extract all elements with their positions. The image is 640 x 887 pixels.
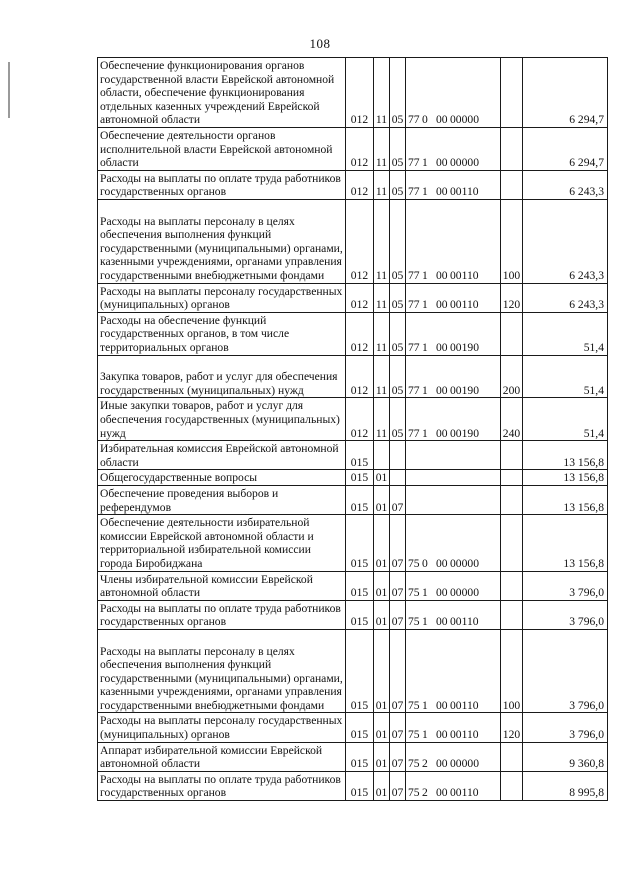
expense-type-cell	[501, 571, 523, 600]
target-article-part: 00110	[450, 786, 479, 800]
target-article-code	[408, 384, 496, 398]
expense-type-cell	[501, 58, 523, 128]
section-code-cell: 11	[374, 199, 390, 283]
row-name-cell: Обеспечение деятельности органов исполнительной власти Еврейской автономной области	[98, 128, 346, 171]
section-code-cell: 01	[374, 485, 390, 514]
section-code-cell: 11	[374, 128, 390, 171]
target-article-part: 77	[408, 268, 420, 282]
target-article-cell	[406, 128, 501, 171]
target-article-cell	[406, 441, 501, 470]
expense-type-cell	[501, 470, 523, 486]
target-article-code	[408, 185, 496, 199]
ministry-code-cell: 015	[346, 470, 374, 486]
target-article-part: 00	[436, 156, 448, 170]
row-name-cell: Закупка товаров, работ и услуг для обеспечения государственных (муниципальных) нужд	[98, 355, 346, 398]
row-name-cell: Члены избирательной комиссии Еврейской автономной области	[98, 571, 346, 600]
expense-type-cell	[501, 128, 523, 171]
target-article-part: 77	[408, 185, 420, 199]
target-article-part: 2	[422, 786, 428, 800]
amount-cell: 51,4	[523, 398, 608, 441]
expense-type-cell: 100	[501, 199, 523, 283]
amount-cell: 3 796,0	[523, 713, 608, 742]
target-article-part: 1	[422, 383, 428, 397]
ministry-code-cell: 015	[346, 485, 374, 514]
amount-cell: 9 360,8	[523, 742, 608, 771]
target-article-code	[408, 557, 496, 571]
table-row	[98, 600, 608, 629]
table-row	[98, 283, 608, 312]
amount-cell: 13 156,8	[523, 441, 608, 470]
expense-type-cell	[501, 170, 523, 199]
target-article-part: 1	[422, 698, 428, 712]
subsection-code-cell: 07	[390, 771, 406, 800]
expense-type-cell: 120	[501, 283, 523, 312]
target-article-part: 00190	[450, 383, 479, 397]
table-row	[98, 629, 608, 713]
scan-margin-mark	[8, 62, 10, 118]
subsection-code-cell	[390, 470, 406, 486]
target-article-cell	[406, 571, 501, 600]
subsection-code-cell: 07	[390, 571, 406, 600]
target-article-part: 0	[422, 113, 428, 127]
amount-cell: 3 796,0	[523, 600, 608, 629]
target-article-part: 00	[436, 426, 448, 440]
target-article-code	[408, 757, 496, 771]
expense-type-cell: 200	[501, 355, 523, 398]
row-name-cell: Расходы на обеспечение функций государственных органов, в том числе территориальных органов	[98, 312, 346, 355]
ministry-code-cell: 015	[346, 600, 374, 629]
expense-type-cell	[501, 600, 523, 629]
target-article-part: 75	[408, 757, 420, 771]
target-article-part: 00	[436, 728, 448, 742]
ministry-code-cell: 012	[346, 355, 374, 398]
ministry-code-cell: 015	[346, 441, 374, 470]
row-name-cell: Иные закупки товаров, работ и услуг для обеспечения государственных (муниципальных) нужд	[98, 398, 346, 441]
target-article-part: 1	[422, 728, 428, 742]
section-code-cell: 11	[374, 283, 390, 312]
budget-table-body	[98, 58, 608, 801]
target-article-part: 0	[422, 556, 428, 570]
row-name-cell: Обеспечение деятельности избирательной комиссии Еврейской автономной области и территориальной избирательной комиссии города Биробиджана	[98, 515, 346, 571]
amount-cell: 51,4	[523, 312, 608, 355]
target-article-part: 00	[436, 586, 448, 600]
section-code-cell: 01	[374, 629, 390, 713]
amount-cell: 13 156,8	[523, 470, 608, 486]
section-code-cell: 01	[374, 470, 390, 486]
ministry-code-cell: 015	[346, 571, 374, 600]
row-name-cell: Расходы на выплаты персоналу в целях обеспечения выполнения функций государственными (муниципальными) органами, казенными учреждениями, органами управления государственными внебюджетными фондами	[98, 629, 346, 713]
amount-cell: 3 796,0	[523, 629, 608, 713]
target-article-code	[408, 786, 496, 800]
section-code-cell: 11	[374, 170, 390, 199]
amount-cell: 13 156,8	[523, 485, 608, 514]
target-article-part: 77	[408, 383, 420, 397]
target-article-part: 1	[422, 340, 428, 354]
target-article-code	[408, 298, 496, 312]
target-article-part: 00110	[450, 615, 479, 629]
ministry-code-cell: 012	[346, 283, 374, 312]
target-article-part: 00	[436, 698, 448, 712]
table-row	[98, 441, 608, 470]
row-name-cell: Избирательная комиссия Еврейской автономной области	[98, 441, 346, 470]
expense-type-cell: 100	[501, 629, 523, 713]
target-article-part: 00	[436, 615, 448, 629]
ministry-code-cell: 012	[346, 199, 374, 283]
table-row	[98, 771, 608, 800]
target-article-part: 00000	[450, 586, 479, 600]
table-row	[98, 128, 608, 171]
target-article-part: 1	[422, 615, 428, 629]
section-code-cell: 01	[374, 571, 390, 600]
table-row	[98, 571, 608, 600]
target-article-part: 00	[436, 786, 448, 800]
section-code-cell: 11	[374, 355, 390, 398]
table-row	[98, 355, 608, 398]
amount-cell: 6 243,3	[523, 199, 608, 283]
row-name-cell: Расходы на выплаты по оплате труда работников государственных органов	[98, 170, 346, 199]
row-name-cell: Расходы на выплаты персоналу государственных (муниципальных) органов	[98, 713, 346, 742]
target-article-part: 2	[422, 757, 428, 771]
amount-cell: 3 796,0	[523, 571, 608, 600]
table-row	[98, 58, 608, 128]
section-code-cell: 11	[374, 312, 390, 355]
target-article-part: 00000	[450, 156, 479, 170]
target-article-part: 1	[422, 268, 428, 282]
target-article-part: 00	[436, 556, 448, 570]
subsection-code-cell: 05	[390, 312, 406, 355]
section-code-cell: 11	[374, 398, 390, 441]
table-row	[98, 470, 608, 486]
row-name-cell: Расходы на выплаты персоналу государственных (муниципальных) органов	[98, 283, 346, 312]
target-article-part: 00	[436, 113, 448, 127]
amount-cell: 13 156,8	[523, 515, 608, 571]
table-row	[98, 713, 608, 742]
expense-type-cell	[501, 312, 523, 355]
row-name-cell: Обеспечение проведения выборов и референдумов	[98, 485, 346, 514]
target-article-cell	[406, 515, 501, 571]
ministry-code-cell: 012	[346, 170, 374, 199]
target-article-part: 00	[436, 268, 448, 282]
ministry-code-cell: 015	[346, 771, 374, 800]
subsection-code-cell: 07	[390, 515, 406, 571]
subsection-code-cell: 07	[390, 713, 406, 742]
row-name-cell: Обеспечение функционирования органов государственной власти Еврейской автономной области, обеспечение функционирования отдельных казенных учреждений Еврейской автономной области	[98, 58, 346, 128]
target-article-code	[408, 269, 496, 283]
target-article-part: 00	[436, 383, 448, 397]
target-article-part: 00110	[450, 728, 479, 742]
target-article-part: 77	[408, 298, 420, 312]
subsection-code-cell: 05	[390, 283, 406, 312]
target-article-code	[408, 156, 496, 170]
target-article-part: 75	[408, 786, 420, 800]
subsection-code-cell: 07	[390, 742, 406, 771]
target-article-cell	[406, 58, 501, 128]
expense-type-cell	[501, 515, 523, 571]
ministry-code-cell: 015	[346, 515, 374, 571]
ministry-code-cell: 015	[346, 629, 374, 713]
section-code-cell: 01	[374, 742, 390, 771]
target-article-part: 00	[436, 757, 448, 771]
target-article-code	[408, 699, 496, 713]
budget-table	[97, 57, 608, 801]
target-article-cell	[406, 170, 501, 199]
section-code-cell	[374, 441, 390, 470]
target-article-part: 77	[408, 113, 420, 127]
target-article-code	[408, 113, 496, 127]
subsection-code-cell: 05	[390, 398, 406, 441]
table-row	[98, 170, 608, 199]
target-article-code	[408, 341, 496, 355]
target-article-part: 00190	[450, 426, 479, 440]
section-code-cell: 01	[374, 515, 390, 571]
amount-cell: 6 243,3	[523, 283, 608, 312]
table-row	[98, 515, 608, 571]
ministry-code-cell: 012	[346, 58, 374, 128]
target-article-cell	[406, 771, 501, 800]
target-article-part: 1	[422, 298, 428, 312]
target-article-part: 00110	[450, 298, 479, 312]
target-article-part: 77	[408, 340, 420, 354]
target-article-code	[408, 615, 496, 629]
section-code-cell: 11	[374, 58, 390, 128]
target-article-cell	[406, 398, 501, 441]
target-article-part: 00110	[450, 268, 479, 282]
target-article-part: 1	[422, 426, 428, 440]
target-article-part: 77	[408, 156, 420, 170]
row-name-cell: Расходы на выплаты по оплате труда работников государственных органов	[98, 771, 346, 800]
target-article-part: 75	[408, 556, 420, 570]
section-code-cell: 01	[374, 713, 390, 742]
expense-type-cell	[501, 441, 523, 470]
page-number: 108	[309, 36, 331, 51]
ministry-code-cell: 012	[346, 398, 374, 441]
ministry-code-cell: 015	[346, 742, 374, 771]
ministry-code-cell: 012	[346, 312, 374, 355]
target-article-part: 1	[422, 156, 428, 170]
subsection-code-cell: 05	[390, 128, 406, 171]
target-article-cell	[406, 742, 501, 771]
amount-cell: 8 995,8	[523, 771, 608, 800]
target-article-cell	[406, 600, 501, 629]
target-article-part: 1	[422, 185, 428, 199]
row-name-cell: Общегосударственные вопросы	[98, 470, 346, 486]
target-article-part: 00190	[450, 340, 479, 354]
target-article-part: 00110	[450, 698, 479, 712]
table-row	[98, 742, 608, 771]
section-code-cell: 01	[374, 771, 390, 800]
ministry-code-cell: 012	[346, 128, 374, 171]
subsection-code-cell: 05	[390, 170, 406, 199]
target-article-code	[408, 586, 496, 600]
subsection-code-cell: 07	[390, 600, 406, 629]
target-article-cell	[406, 629, 501, 713]
subsection-code-cell: 07	[390, 629, 406, 713]
target-article-part: 1	[422, 586, 428, 600]
target-article-part: 00000	[450, 757, 479, 771]
amount-cell: 51,4	[523, 355, 608, 398]
target-article-part: 00	[436, 340, 448, 354]
row-name-cell: Расходы на выплаты по оплате труда работников государственных органов	[98, 600, 346, 629]
target-article-part: 00000	[450, 556, 479, 570]
target-article-cell	[406, 485, 501, 514]
table-row	[98, 312, 608, 355]
table-row	[98, 485, 608, 514]
row-name-cell: Расходы на выплаты персоналу в целях обеспечения выполнения функций государственными (муниципальными) органами, казенными учреждениями, органами управления государственными внебюджетными фондами	[98, 199, 346, 283]
target-article-part: 00	[436, 298, 448, 312]
target-article-cell	[406, 283, 501, 312]
amount-cell: 6 294,7	[523, 58, 608, 128]
target-article-code	[408, 427, 496, 441]
expense-type-cell	[501, 771, 523, 800]
subsection-code-cell: 05	[390, 199, 406, 283]
ministry-code-cell: 015	[346, 713, 374, 742]
target-article-part: 75	[408, 586, 420, 600]
expense-type-cell: 120	[501, 713, 523, 742]
target-article-cell	[406, 470, 501, 486]
subsection-code-cell: 05	[390, 58, 406, 128]
amount-cell: 6 294,7	[523, 128, 608, 171]
target-article-part: 75	[408, 728, 420, 742]
subsection-code-cell: 05	[390, 355, 406, 398]
expense-type-cell	[501, 742, 523, 771]
amount-cell: 6 243,3	[523, 170, 608, 199]
target-article-part: 00000	[450, 113, 479, 127]
table-row	[98, 199, 608, 283]
target-article-part: 75	[408, 698, 420, 712]
subsection-code-cell	[390, 441, 406, 470]
target-article-part: 77	[408, 426, 420, 440]
target-article-cell	[406, 355, 501, 398]
row-name-cell: Аппарат избирательной комиссии Еврейской автономной области	[98, 742, 346, 771]
target-article-cell	[406, 199, 501, 283]
expense-type-cell: 240	[501, 398, 523, 441]
subsection-code-cell: 07	[390, 485, 406, 514]
target-article-part: 00110	[450, 185, 479, 199]
target-article-part: 75	[408, 615, 420, 629]
target-article-cell	[406, 713, 501, 742]
section-code-cell: 01	[374, 600, 390, 629]
table-row	[98, 398, 608, 441]
target-article-code	[408, 728, 496, 742]
target-article-cell	[406, 312, 501, 355]
expense-type-cell	[501, 485, 523, 514]
target-article-part: 00	[436, 185, 448, 199]
